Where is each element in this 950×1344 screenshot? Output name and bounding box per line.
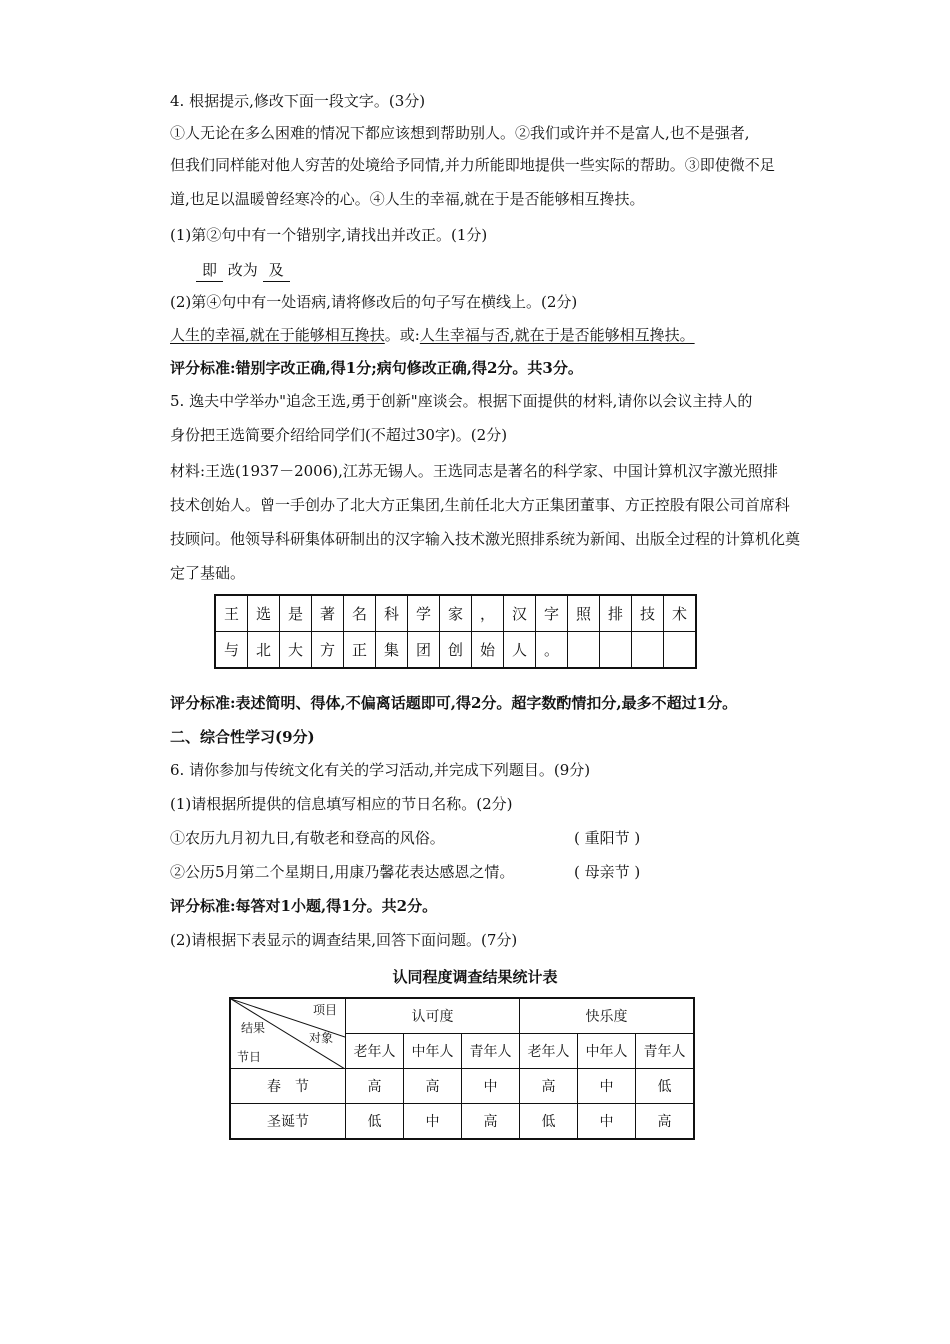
q4-answer-b: 人生幸福与否,就在于是否能够相互搀扶。 [419,326,695,344]
table-cell: 低 [346,1104,404,1140]
grid-cell: 正 [344,632,376,669]
table-cell: 低 [636,1069,695,1104]
q4-wrong-char: 即 [196,259,223,282]
group-header-recognition: 认可度 [346,998,520,1034]
group-header-happiness: 快乐度 [520,998,695,1034]
grid-cell: 。 [536,632,568,669]
column-header: 老年人 [520,1034,578,1069]
table-cell: 低 [520,1104,578,1140]
grid-cell: 字 [536,595,568,632]
q4-sub1-answer [196,259,290,282]
corner-item-label: 项目 [312,1003,337,1017]
q4-passage-line-3: 道,也足以温暖曾经寒冷的心。④人生的幸福,就在于是否能够相互搀扶。 [170,190,645,208]
grid-row-1 [215,595,696,632]
grid-cell: 是 [280,595,312,632]
section-2-heading: 二、综合性学习(9分) [170,728,315,746]
q6-item-1: ①农历九月初九日,有敬老和登高的风俗。 [170,829,445,847]
grid-cell: 科 [376,595,408,632]
grid-cell [600,632,632,669]
grid-cell: 始 [472,632,504,669]
grid-cell: 大 [280,632,312,669]
q4-sub2: (2)第④句中有一处语病,请将修改后的句子写在横线上。(2分) [170,293,578,311]
table-cell: 中 [462,1069,520,1104]
grid-cell: 著 [312,595,344,632]
q6-answer-1: ( 重阳节 ) [574,829,641,847]
corner-target-label: 对象 [308,1031,333,1045]
survey-row-spring-festival [230,1069,694,1104]
q4-change-label: 改为 [227,261,258,279]
grid-cell [664,632,697,669]
q4-sub1: (1)第②句中有一个错别字,请找出并改正。(1分) [170,226,488,244]
table-cell: 高 [636,1104,695,1140]
grid-cell: 与 [215,632,248,669]
grid-cell: 王 [215,595,248,632]
grid-cell: 技 [632,595,664,632]
q5-material-line-4: 定了基础。 [170,564,246,582]
q6-item-2: ②公历5月第二个星期日,用康乃馨花表达感恩之情。 [170,863,515,881]
q4-sub2-answer [170,324,695,346]
q4-right-char: 及 [263,259,290,282]
column-header: 中年人 [578,1034,636,1069]
grid-cell: 北 [248,632,280,669]
grid-cell: 照 [568,595,600,632]
table-cell: 高 [404,1069,462,1104]
q4-title: 4. 根据提示,修改下面一段文字。(3分) [170,92,426,110]
q5-material-line-1: 材料:王选(1937－2006),江苏无锡人。王选同志是著名的科学家、中国计算机汉字激光照排 [170,462,778,480]
q4-answer-or: 。或: [384,326,420,344]
table-cell: 高 [346,1069,404,1104]
table-cell: 高 [520,1069,578,1104]
column-header: 中年人 [404,1034,462,1069]
grid-cell: 术 [664,595,697,632]
corner-festival-label: 节日 [237,1050,262,1064]
survey-table [229,997,695,1140]
q5-material-line-3: 技顾问。他领导科研集体研制出的汉字输入技术激光照排系统为新闻、出版全过程的计算机化奠 [170,530,801,548]
q5-title-line-2: 身份把王选简要介绍给同学们(不超过30字)。(2分) [170,426,508,444]
q6-sub1: (1)请根据所提供的信息填写相应的节日名称。(2分) [170,795,513,813]
survey-header-row [230,998,694,1034]
q4-passage-line-2: 但我们同样能对他人穷苦的处境给予同情,并力所能即地提供一些实际的帮助。③即使微不足 [170,156,775,174]
q4-passage-line-1: ①人无论在多么困难的情况下都应该想到帮助别人。②我们或许并不是富人,也不是强者, [170,124,750,142]
grid-cell: 排 [600,595,632,632]
grid-cell: 名 [344,595,376,632]
grid-cell [632,632,664,669]
grid-cell: 汉 [504,595,536,632]
survey-table-caption: 认同程度调查结果统计表 [392,968,558,986]
grid-cell: 集 [376,632,408,669]
q6-answer-2: ( 母亲节 ) [574,863,641,881]
column-header: 老年人 [346,1034,404,1069]
table-cell: 中 [578,1104,636,1140]
q4-answer-a: 人生的幸福,就在于能够相互搀扶 [170,326,385,344]
table-cell: 中 [578,1069,636,1104]
q4-scoring: 评分标准:错别字改正确,得1分;病句修改正确,得2分。共3分。 [170,359,583,377]
grid-cell: 选 [248,595,280,632]
q6-sub2: (2)请根据下表显示的调查结果,回答下面问题。(7分) [170,931,518,949]
grid-cell: 学 [408,595,440,632]
survey-corner-cell [230,998,346,1069]
column-header: 青年人 [462,1034,520,1069]
q5-title: 5. 逸夫中学举办"追念王选,勇于创新"座谈会。根据下面提供的材料,请你以会议主持人的 [170,392,753,410]
table-cell: 高 [462,1104,520,1140]
grid-cell: ， [472,595,504,632]
q5-material-line-2: 技术创始人。曾一手创办了北大方正集团,生前任北大方正集团董事、方正控股有限公司首席科 [170,496,790,514]
q5-answer-grid [214,594,697,669]
grid-cell: 人 [504,632,536,669]
row-label: 春 节 [230,1069,346,1104]
row-label: 圣诞节 [230,1104,346,1140]
grid-cell: 家 [440,595,472,632]
table-cell: 中 [404,1104,462,1140]
q5-scoring: 评分标准:表述简明、得体,不偏离话题即可,得2分。超字数酌情扣分,最多不超过1分。 [170,694,738,712]
grid-row-2 [215,632,696,669]
q6-scoring: 评分标准:每答对1小题,得1分。共2分。 [170,897,438,915]
grid-cell [568,632,600,669]
survey-row-christmas [230,1104,694,1140]
q6-title: 6. 请你参加与传统文化有关的学习活动,并完成下列题目。(9分) [170,761,591,779]
grid-cell: 方 [312,632,344,669]
corner-result-label: 结果 [241,1021,266,1035]
column-header: 青年人 [636,1034,695,1069]
grid-cell: 团 [408,632,440,669]
grid-cell: 创 [440,632,472,669]
